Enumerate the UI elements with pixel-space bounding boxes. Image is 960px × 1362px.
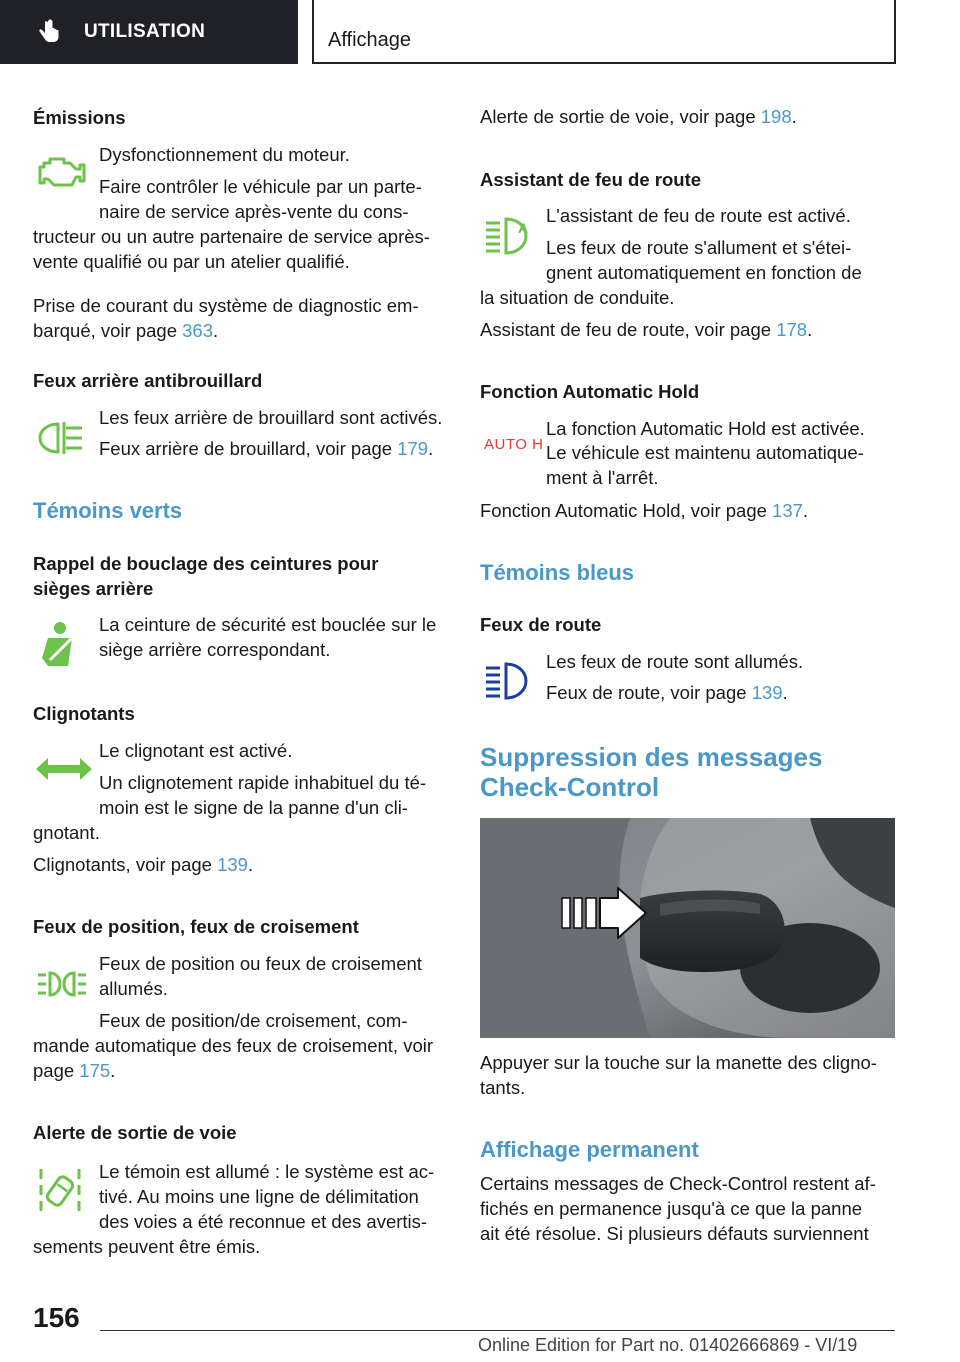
high-beam-icon	[484, 660, 534, 700]
svg-text:A: A	[518, 220, 529, 236]
page-link-178[interactable]: 178	[776, 319, 808, 340]
page-link-137[interactable]: 137	[772, 500, 803, 521]
permanent-line-1: Certains messages de Check-Control restent af-	[480, 1173, 876, 1194]
section-tab	[0, 0, 298, 64]
permanent-display-heading: Affichage permanent	[480, 1137, 699, 1162]
lowbeam-line-2: allumés.	[99, 978, 168, 999]
highbeam-line-2: Feux de route, voir page 139.	[546, 682, 788, 703]
emissions-line-5: vente qualifié ou par un atelier qualifié.	[33, 251, 350, 272]
high-beam-heading: Feux de route	[480, 614, 602, 635]
footer-divider	[100, 1330, 895, 1331]
high-beam-assist-heading: Assistant de feu de route	[480, 169, 702, 190]
rear-fog-light-icon	[36, 418, 86, 458]
blue-indicators-heading: Témoins bleus	[480, 560, 635, 585]
lane-heading: Alerte de sortie de voie	[33, 1122, 237, 1143]
emissions-line-4: tructeur ou un autre partenaire de service après-	[33, 226, 430, 247]
emissions-line-3: naire de service après-vente du cons-	[99, 201, 409, 222]
turn-signal-icon	[34, 756, 94, 782]
lane-line-2: tivé. Au moins une ligne de délimitation	[99, 1186, 419, 1207]
high-beam-assist-icon	[484, 213, 534, 255]
emissions-line-1: Dysfonctionnement du moteur.	[99, 144, 350, 165]
lane-line-3: des voies a été reconnue et des avertis-	[99, 1211, 428, 1232]
section-label: UTILISATION	[84, 21, 206, 42]
turn-signal-lever-photo	[480, 818, 895, 1038]
autohold-line-1: La fonction Automatic Hold est activée.	[546, 418, 865, 439]
page-title: Affichage	[328, 29, 412, 51]
page-link-198[interactable]: 198	[760, 106, 792, 127]
autohold-line-3: ment à l'arrêt.	[546, 467, 659, 488]
rear-fog-heading: Feux arrière antibrouillard	[33, 370, 263, 391]
hba-line-3: gnent automatiquement en fonction de	[546, 262, 862, 283]
turn-line-4: gnotant.	[33, 822, 100, 843]
hba-line-2: Les feux de route s'allument et s'étei-	[546, 237, 852, 258]
lowbeam-line-4: mande automatique des feux de croisement, voir	[33, 1035, 434, 1056]
belt-heading-2: sièges arrière	[33, 578, 154, 599]
belt-heading-1: Rappel de bouclage des ceintures pour	[33, 553, 379, 574]
lane-line-4: sements peuvent être émis.	[33, 1236, 261, 1257]
autohold-line-4: Fonction Automatic Hold, voir page 137.	[480, 500, 809, 521]
lane-departure-icon	[36, 1165, 84, 1215]
page-link-179[interactable]: 179	[397, 438, 429, 459]
highbeam-line-1: Les feux de route sont allumés.	[546, 651, 804, 672]
diagnostic-line-2: barqué, voir page 363.	[33, 320, 219, 341]
page-number: 156	[33, 1302, 80, 1333]
engine-warning-icon	[36, 153, 88, 191]
page-link-175[interactable]: 175	[79, 1060, 111, 1081]
caption-line-2: tants.	[480, 1077, 526, 1098]
auto-hold-icon: AUTO H	[484, 436, 544, 453]
turn-line-3: moin est le signe de la panne d'un cli-	[99, 797, 408, 818]
page-link-363[interactable]: 363	[182, 320, 214, 341]
emissions-line-2: Faire contrôler le véhicule par un parte-	[99, 176, 422, 197]
autohold-line-2: Le véhicule est maintenu automatique-	[546, 442, 864, 463]
hand-pointer-icon	[38, 19, 60, 45]
hba-line-5: Assistant de feu de route, voir page 178.	[480, 319, 813, 340]
turn-line-1: Le clignotant est activé.	[99, 740, 293, 761]
page-header	[312, 0, 896, 64]
lane-line-1: Le témoin est allumé : le système est ac-	[99, 1161, 435, 1182]
auto-hold-heading: Fonction Automatic Hold	[480, 381, 700, 402]
emissions-heading: Émissions	[33, 107, 126, 128]
hba-line-1: L'assistant de feu de route est activé.	[546, 205, 851, 226]
belt-line-2: siège arrière correspondant.	[99, 639, 331, 660]
lowbeam-line-3: Feux de position/de croisement, com-	[99, 1010, 408, 1031]
suppress-heading-1: Suppression des messages	[480, 742, 823, 772]
page-link-139-highbeam[interactable]: 139	[751, 682, 783, 703]
caption-line-1: Appuyer sur la touche sur la manette des cligno-	[480, 1052, 877, 1073]
hba-line-4: la situation de conduite.	[480, 287, 675, 308]
green-indicators-heading: Témoins verts	[33, 498, 183, 523]
turn-line-5: Clignotants, voir page 139.	[33, 854, 254, 875]
diagnostic-line-1: Prise de courant du système de diagnostic em-	[33, 295, 419, 316]
permanent-line-3: ait été résolue. Si plusieurs défauts surviennent	[480, 1223, 869, 1244]
suppress-heading-2: Check-Control	[480, 772, 660, 802]
rear-fog-line-1: Les feux arrière de brouillard sont activés.	[99, 407, 443, 428]
rear-fog-line-2: Feux arrière de brouillard, voir page 179.	[99, 438, 434, 459]
turn-signal-heading: Clignotants	[33, 703, 135, 724]
belt-line-1: La ceinture de sécurité est bouclée sur le	[99, 614, 437, 635]
turn-line-2: Un clignotement rapide inhabituel du té-	[99, 772, 427, 793]
lowbeam-line-5: page 175.	[33, 1060, 116, 1081]
seatbelt-icon	[40, 620, 80, 668]
parking-light-icon	[36, 970, 88, 998]
permanent-line-2: fichés en permanence jusqu'à ce que la panne	[480, 1198, 863, 1219]
lane-reference: Alerte de sortie de voie, voir page 198.	[480, 106, 797, 127]
page-link-139[interactable]: 139	[217, 854, 248, 875]
lowbeam-heading: Feux de position, feux de croisement	[33, 916, 359, 937]
edition-note: Online Edition for Part no. 01402666869 - VI/19	[478, 1335, 858, 1355]
lowbeam-line-1: Feux de position ou feux de croisement	[99, 953, 422, 974]
